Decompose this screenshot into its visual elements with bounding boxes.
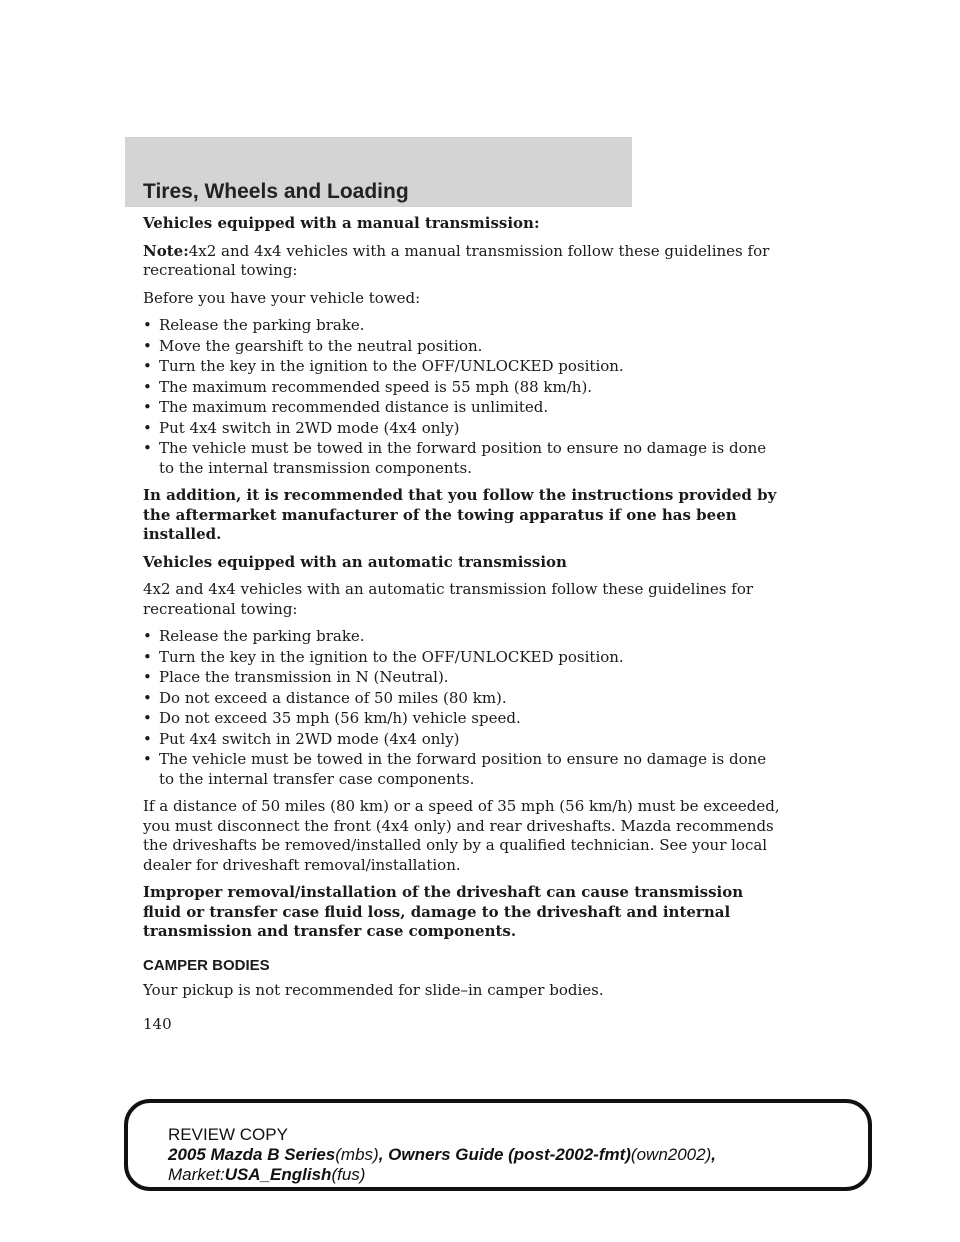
review-market: USA_English bbox=[224, 1165, 332, 1184]
automatic-bullet-item bbox=[143, 730, 783, 750]
bullet-dot: • bbox=[143, 377, 152, 396]
bullet-dot: • bbox=[143, 439, 152, 457]
bullet-dot: • bbox=[143, 627, 152, 645]
automatic-bullet-item bbox=[143, 627, 783, 647]
review-copy-box bbox=[124, 1099, 872, 1191]
review-model-code: (mbs) bbox=[335, 1145, 379, 1164]
exceed-paragraph: If a distance of 50 miles (80 km) or a speed of 35 mph (56 km/h) must be exceeded, you must disconnect the front (4x4 only) and rear driveshafts. Mazda recommends the driveshafts be removed/installed only by a qualified technician. See your local dealer for driveshaft removal/installation. bbox=[143, 797, 780, 874]
automatic-bullet-item bbox=[143, 750, 783, 789]
manual-bullet-item bbox=[143, 316, 783, 336]
automatic-intro: 4x2 and 4x4 vehicles with an automatic transmission follow these guidelines for recreational towing: bbox=[143, 580, 754, 618]
manual-bullet-item bbox=[143, 378, 783, 398]
bullet-text: Release the parking brake. bbox=[159, 627, 365, 645]
bullet-dot: • bbox=[143, 647, 152, 666]
review-guide: , Owners Guide (post-2002-fmt) bbox=[378, 1145, 631, 1164]
bullet-text: The vehicle must be towed in the forward position to ensure no damage is done to the internal transfer case components. bbox=[159, 750, 767, 788]
manual-bullet-item bbox=[143, 419, 783, 439]
manual-heading: Vehicles equipped with a manual transmission: bbox=[143, 214, 540, 232]
review-line-2 bbox=[168, 1145, 716, 1165]
manual-bullet-item bbox=[143, 337, 783, 357]
manual-intro: Before you have your vehicle towed: bbox=[143, 288, 421, 307]
automatic-bullet-item bbox=[143, 689, 783, 709]
bullet-text: Do not exceed 35 mph (56 km/h) vehicle speed. bbox=[159, 709, 521, 727]
section-title: Tires, Wheels and Loading bbox=[143, 180, 409, 203]
automatic-bullet-item bbox=[143, 709, 783, 729]
bullet-dot: • bbox=[143, 398, 152, 416]
note-text: 4x2 and 4x4 vehicles with a manual transmission follow these guidelines for recreational towing: bbox=[143, 241, 770, 279]
review-line-3 bbox=[168, 1165, 716, 1185]
bullet-dot: • bbox=[143, 688, 152, 707]
automatic-bullet-list bbox=[143, 627, 783, 789]
note-label: Note: bbox=[143, 241, 189, 260]
bullet-text: Release the parking brake. bbox=[159, 316, 365, 334]
page-content bbox=[143, 214, 783, 1034]
review-market-code: (fus) bbox=[331, 1165, 366, 1184]
automatic-heading: Vehicles equipped with an automatic transmission bbox=[143, 552, 567, 571]
camper-text: Your pickup is not recommended for slide–in camper bodies. bbox=[143, 981, 604, 999]
review-market-label: Market: bbox=[168, 1165, 225, 1184]
bullet-dot: • bbox=[143, 750, 152, 768]
review-line-1: REVIEW COPY bbox=[168, 1125, 288, 1144]
manual-bullet-item bbox=[143, 439, 783, 478]
bullet-dot: • bbox=[143, 729, 152, 748]
bullet-text: Put 4x4 switch in 2WD mode (4x4 only) bbox=[159, 418, 460, 437]
bullet-text: The maximum recommended distance is unlimited. bbox=[159, 398, 549, 416]
automatic-bullet-item bbox=[143, 648, 783, 668]
page-number: 140 bbox=[143, 1014, 172, 1033]
manual-bullet-list bbox=[143, 316, 783, 478]
manual-bullet-item bbox=[143, 357, 783, 377]
review-copy-text bbox=[168, 1125, 716, 1185]
bullet-text: The vehicle must be towed in the forward position to ensure no damage is done to the internal transmission components. bbox=[159, 439, 767, 477]
bullet-dot: • bbox=[143, 709, 152, 727]
camper-heading: CAMPER BODIES bbox=[143, 956, 270, 974]
bullet-dot: • bbox=[143, 357, 152, 375]
review-guide-code: (own2002) bbox=[630, 1145, 712, 1164]
review-comma: , bbox=[711, 1145, 716, 1164]
driveshaft-warning: Improper removal/installation of the driveshaft can cause transmission fluid or transfer case fluid loss, damage to the driveshaft and internal transmission and transfer case components. bbox=[143, 883, 744, 940]
manual-note bbox=[143, 242, 783, 281]
bullet-text: Turn the key in the ignition to the OFF/UNLOCKED position. bbox=[159, 357, 624, 375]
bullet-text: The maximum recommended speed is 55 mph (88 km/h). bbox=[159, 377, 593, 396]
bullet-dot: • bbox=[143, 316, 152, 334]
manual-advice: In addition, it is recommended that you follow the instructions provided by the aftermarket manufacturer of the towing apparatus if one has been installed. bbox=[143, 486, 777, 543]
bullet-text: Move the gearshift to the neutral position. bbox=[159, 336, 483, 355]
bullet-dot: • bbox=[143, 418, 152, 437]
section-header-bar bbox=[125, 137, 632, 207]
manual-bullet-item bbox=[143, 398, 783, 418]
bullet-dot: • bbox=[143, 668, 152, 686]
review-model: 2005 Mazda B Series bbox=[168, 1145, 336, 1164]
bullet-text: Turn the key in the ignition to the OFF/UNLOCKED position. bbox=[159, 647, 624, 666]
bullet-dot: • bbox=[143, 336, 152, 355]
bullet-text: Put 4x4 switch in 2WD mode (4x4 only) bbox=[159, 729, 460, 748]
bullet-text: Do not exceed a distance of 50 miles (80 km). bbox=[159, 688, 507, 707]
automatic-bullet-item bbox=[143, 668, 783, 688]
bullet-text: Place the transmission in N (Neutral). bbox=[159, 668, 449, 686]
